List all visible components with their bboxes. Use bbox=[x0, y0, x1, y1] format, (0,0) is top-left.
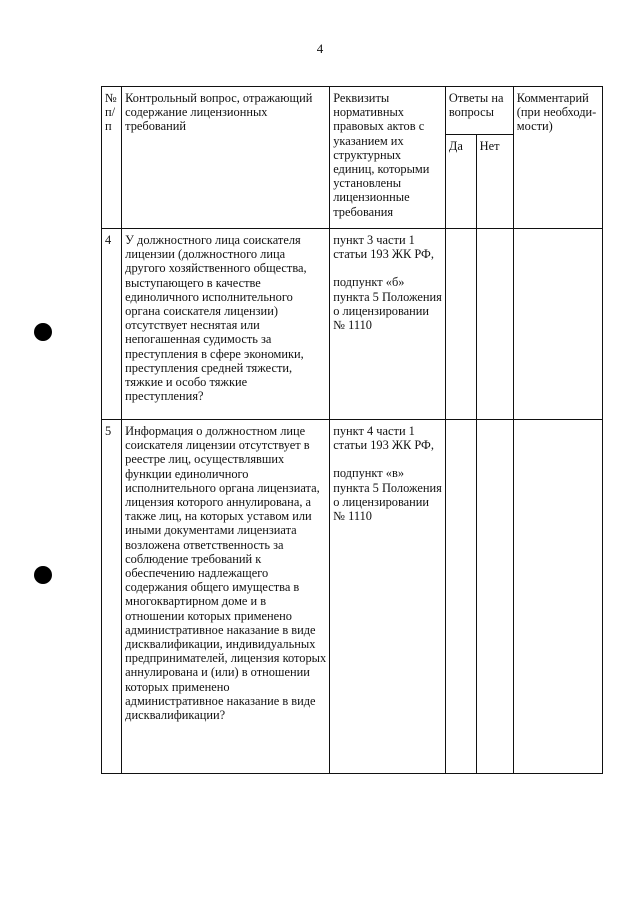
row-question: Информация о должностном лице соискателя лицензии отсутствует в реестре лиц, осуществлявших функции единоличного исполнительного органа лицензиата, лицензия которого аннулирована, а также лиц, на которых уставом или иными документами лицензиата возложена ответственность за соблюдение требований к обеспечению надлежащего содержания общего имущества в многоквартирном доме и в отношении которых применено административное наказание в виде дисквалификации, индивидуальных предпринимателей, лицензия которых аннулирована и (или) в отношении которых применено административное наказание в виде дисквалификации? bbox=[122, 420, 330, 774]
row-question: У должностного лица соискателя лицензии (должностного лица другого хозяйственного общества, выступающего в качестве единоличного исполнительного органа соискателя лицензии) отсутствует неснятая или непогашенная судимость за преступления в сфере экономики, преступления средней тяжести, тяжкие и особо тяжкие преступления? bbox=[122, 229, 330, 420]
row-number: 4 bbox=[102, 229, 122, 420]
header-answers: Ответы на вопросы bbox=[445, 87, 513, 135]
header-comment: Комментарий (при необходи-мости) bbox=[513, 87, 602, 229]
answer-yes-cell[interactable] bbox=[445, 420, 476, 774]
header-no: Нет bbox=[476, 135, 513, 229]
answer-no-cell[interactable] bbox=[476, 229, 513, 420]
row-requisites bbox=[330, 229, 446, 420]
header-yes: Да bbox=[445, 135, 476, 229]
comment-cell[interactable] bbox=[513, 229, 602, 420]
table-row bbox=[102, 229, 603, 420]
header-question: Контрольный вопрос, отражающий содержание лицензионных требований bbox=[122, 87, 330, 229]
row-requisites bbox=[330, 420, 446, 774]
table-row bbox=[102, 420, 603, 774]
answer-no-cell[interactable] bbox=[476, 420, 513, 774]
row-number: 5 bbox=[102, 420, 122, 774]
punch-hole bbox=[34, 566, 52, 584]
requisite-article: пункт 3 части 1 статьи 193 ЖК РФ, bbox=[333, 233, 434, 262]
requisite-subclause: подпункт «в» пункта 5 Положения о лицензировании № 1110 bbox=[333, 466, 442, 524]
requisite-article: пункт 4 части 1 статьи 193 ЖК РФ, bbox=[333, 424, 434, 453]
header-requisites: Реквизиты нормативных правовых актов с указанием их структурных единиц, которыми установлены лицензионные требования bbox=[330, 87, 446, 229]
table-header-row bbox=[102, 87, 603, 135]
page-number: 4 bbox=[316, 41, 324, 56]
comment-cell[interactable] bbox=[513, 420, 602, 774]
punch-hole bbox=[34, 323, 52, 341]
license-checklist-table bbox=[101, 86, 603, 774]
header-num: № п/п bbox=[102, 87, 122, 229]
answer-yes-cell[interactable] bbox=[445, 229, 476, 420]
requisite-subclause: подпункт «б» пункта 5 Положения о лицензировании № 1110 bbox=[333, 275, 442, 333]
